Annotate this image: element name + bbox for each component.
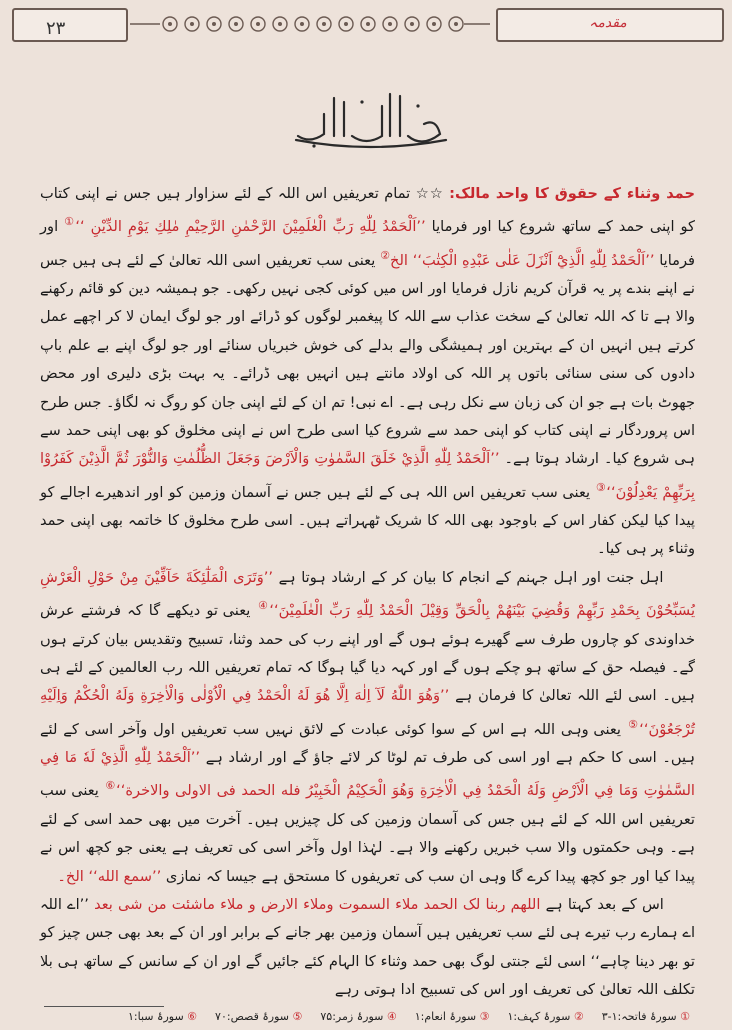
text-run: تمام تعریفیں اس اللہ کے لئے سزاوار ہیں جس نے اپنی کتاب کو اپنی حمد کے ساتھ شروع کیا اور فرمایا [40, 185, 696, 236]
footnotes [40, 1010, 690, 1028]
footnote-item: ⑥ سورۂ سبا:۱ [128, 1010, 198, 1023]
footnote-marker: ⑥ [104, 779, 117, 793]
footnote-marker: ③ [595, 480, 607, 494]
footnote-marker: ④ [256, 599, 270, 613]
footnote-item: ② سورۂ کہف:۱ [507, 1010, 584, 1023]
text-run: یعنی تو دیکھے گا کہ فرشتے عرش خداوندی کو چاروں طرف سے گھیرے ہوئے ہوں گے اور اپنے رب کی حمد وثنا، تسبیح وتقدیس بیان کرتے ہوں گے۔ فیصلہ حق کے ساتھ ہو چکے ہوں گے اور کہہ دیا گیا ہوگا کہ تمام تعریفیں اللہ رب العالمین کے لئے ہی ہیں۔ اسی لئے اللہ تعالیٰ کا فرمان ہے [40, 602, 696, 705]
quran-quote: ’’اَلْحَمْدُ لِلّٰهِ الَّذِيْ لَهٗ مَا فِي السَّمٰوٰتِ وَمَا فِي الْاَرْضِ وَلَهُ الْحَمْدُ فِي الْاٰخِرَةِ وَهُوَ الْحَكِيْمُ الْخَبِيْرُ فله الحمد فی الاولی والاخرة‘‘ [40, 749, 695, 800]
page-number: ۲۳ [46, 18, 66, 39]
text-run: یعنی سب تعریفیں اسی اللہ تعالیٰ کے لئے ہی ہیں جس نے اپنے بندے پر یہ قرآن کریم نازل فرمایا اور اس میں کوئی کجی نہیں رکھی۔ جو ہمیشہ دین کو قائم رکھنے والا ہے تا کہ اللہ تعالیٰ کے سخت عذاب سے اللہ کا پیغمبر لوگوں کو ڈرائے اور جو لوگ ایمان لا کر اچھے عمل کرتے ہیں انہیں ان کے بہترین اور ہمیشگی والے بدلے کی خوش خبریاں سنائے اور جو لوگ اپنے بے علم باپ دادوں کی سنی سنائی باتوں پر اللہ کی اولاد مانتے ہیں انہیں بھی ڈرائے۔ یہ بہت بڑی دلیری اور محض جھوٹ بات ہے جو ان کی زبان سے نکل رہی ہے۔ اے نبی! تم ان کے لئے اپنی جان کو روگ نہ لگاؤ۔ جس طرح اس پروردگار نے اپنی کتاب کو اپنی حمد سے شروع کیا اسی طرح اس نے اپنی مخلوق کو بھی اپنی حمد سے ہی شروع کیا۔ ارشاد ہوتا ہے۔ [40, 251, 696, 468]
footnote-marker: ① [62, 215, 76, 229]
section-title: مقدمہ [589, 15, 627, 31]
text-run: اہل جنت اور اہل جہنم کے انجام کا بیان کر کے ارشاد ہوتا ہے [278, 568, 664, 586]
section-heading: حمد وثناء کے حقوق کا واحد مالک: [449, 185, 695, 202]
text-run: ’’اے اللہ اے ہمارے رب تیرے ہی لئے سب تعریفیں ہیں آسمان وزمین بھر جانے کے برابر اور ان کے بعد بھی جس چیز کو تو بھر دینا چاہے‘‘ اسی لئے جنتی لوگ بھی حمد وثناء کا الہام کئے جائیں گے اور ان کے سانس کے ساتھ ہی بلا تکلف اللہ تعالیٰ کی تعریف اور اس کی تسبیح ادا ہوتی رہے [40, 895, 695, 999]
paragraph-hamd [40, 180, 695, 564]
paragraph-jannat [40, 564, 695, 891]
text-run: اور فرمایا [40, 218, 696, 269]
page-header [12, 4, 722, 44]
page-body [40, 180, 695, 1005]
stars-icon: ☆☆ [415, 185, 444, 202]
dua-quote: اللھم ربنا لک الحمد ملاء السموت وملاء الارض و ملاء ماشئت من شی بعد [94, 895, 541, 913]
paragraph-dua [40, 891, 695, 1005]
text-run: یعنی سب تعریفیں اس اللہ ہی کے لئے ہیں جس نے آسمان وزمین کو اور اندھیرے اجالے کو پیدا کیا لیکن کفار اس کے باوجود بھی اللہ کا شریک ٹھہراتے ہیں۔ اسی طرح مخلوق کا خاتمہ بھی اپنی حمد وثناء پر ہی کیا۔ [40, 483, 695, 558]
quran-quote: ’’وَتَرَى الْمَلٰٓئِكَةَ حَآفِّيْنَ مِنْ حَوْلِ الْعَرْشِ يُسَبِّحُوْنَ بِحَمْدِ رَبِّهِمْ وَقُضِيَ بَيْنَهُمْ بِالْحَقِّ وَقِيْلَ الْحَمْدُ لِلّٰهِ رَبِّ الْعٰلَمِيْنَ‘‘ [40, 568, 696, 620]
bismillah-calligraphy [290, 84, 450, 156]
quran-quote: ’’سمع الله‘‘ الخ۔ [57, 867, 162, 885]
footnote-item: ④ سورۂ زمر:۷۵ [320, 1010, 397, 1023]
section-title-box [496, 8, 724, 42]
header-ornament-icon [130, 12, 490, 36]
text-run: یعنی وہی اللہ ہے اس کے سوا کوئی عبادت کے لائق نہیں سب تعریفیں اول وآخر اسی کے لئے ہیں۔ اسی کا حکم ہے اور اسی کی طرف تم لوٹا کر لائے جاؤ گے اور ارشاد ہے [40, 720, 695, 767]
quran-quote: ’’اَلْحَمْدُ لِلّٰهِ رَبِّ الْعٰلَمِيْنَ الرَّحْمٰنِ الرَّحِيْمِ مٰلِكِ يَوْمِ الدِّيْنِ ‘‘ [75, 218, 426, 236]
quran-quote: ’’اَلْحَمْدُ لِلّٰهِ الَّذِيْ خَلَقَ السَّمٰوٰتِ وَالْاَرْضَ وَجَعَلَ الظُّلُمٰتِ وَالنُّوْرَ ثُمَّ الَّذِيْنَ كَفَرُوْا بِرَبِّهِمْ يَعْدِلُوْنَ‘‘ [40, 450, 695, 501]
footnote-item: ⑤ سورۂ قصص:۷۰ [215, 1010, 303, 1023]
footnote-item: ③ سورۂ انعام:۱ [414, 1010, 490, 1023]
footnote-divider [44, 1006, 164, 1007]
text-run: یعنی سب تعریفیں اس اللہ کے لئے ہیں جس کی آسمان وزمین کی کل چیزیں ہیں۔ آخرت میں بھی حمد اسی کے لئے ہے۔ وہی حکمتوں والا سب خبریں رکھنے والا ہے۔ لہٰذا اول وآخر اسی کی تعریف ہے یعنی جو کچھ اس نے پیدا کیا اور جو کچھ پیدا کرے گا وہی ان سب کی تعریفوں کا مستحق ہے جیسا کہ نمازی [40, 782, 695, 885]
page-number-box [12, 8, 128, 42]
footnote-item: ① سورۂ فاتحہ:۱-۳ [601, 1010, 690, 1023]
quran-quote: ’’وَهُوَ اللّٰهُ لَآ اِلٰهَ اِلَّا هُوَ لَهُ الْحَمْدُ فِي الْاُوْلٰى وَالْاٰخِرَةِ وَلَهُ الْحُكْمُ وَاِلَيْهِ تُرْجَعُوْنَ‘‘ [40, 687, 695, 738]
footnote-marker: ⑤ [626, 717, 640, 731]
footnote-marker: ② [380, 248, 391, 262]
quran-quote: ’’اَلْحَمْدُ لِلّٰهِ الَّذِيْٓ اَنْزَلَ عَلٰى عَبْدِهِ الْكِتٰبَ‘‘ الخ [390, 251, 655, 269]
text-run: اس کے بعد کہتا ہے [545, 895, 664, 913]
